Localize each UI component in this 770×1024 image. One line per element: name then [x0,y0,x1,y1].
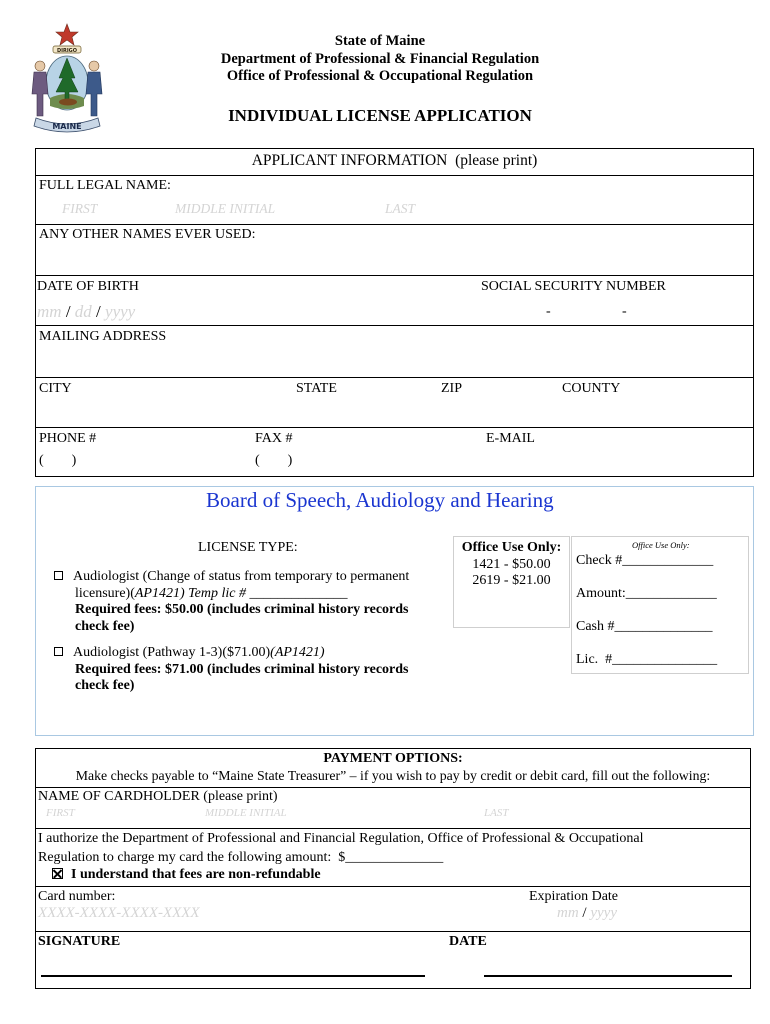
cardholder-last-field[interactable]: LAST [484,807,509,819]
option-2-fee: Required fees: $71.00 (includes criminal history records [75,661,409,677]
card-number-label: Card number: [38,889,116,904]
seal-bottom-text: MAINE [52,122,82,131]
payment-instructions: Make checks payable to “Maine State Treasurer” – if you wish to pay by credit or debit card, fill out the following: [75,768,711,783]
checkbox-option-1[interactable] [54,571,63,580]
amount-field[interactable]: Amount:_____________ [576,586,717,601]
county-label: COUNTY [562,381,621,396]
dob-month: mm [37,302,62,321]
cardholder-first-field[interactable]: FIRST [46,807,75,819]
option-1-fee: Required fees: $50.00 (includes criminal history records [75,602,409,617]
divider [35,931,751,932]
date-line[interactable] [484,975,732,977]
ssn-dash-2[interactable]: - [622,304,627,319]
divider [35,175,754,176]
option-2-fee-b: check fee) [75,678,135,693]
option-2-text: Audiologist (Pathway 1-3)($71.00) [73,645,271,660]
payment-title: PAYMENT OPTIONS: [323,751,463,766]
first-name-field[interactable]: FIRST [62,201,98,216]
check-number-field[interactable]: Check #_____________ [576,553,714,568]
office-fee-2: 2619 - $21.00 [472,573,551,588]
divider [35,275,754,276]
header-office: Office of Professional & Occupational Regulation [226,68,534,84]
option-2-code: (AP1421) [270,645,325,660]
exp-month: mm [557,905,579,921]
cash-number-field[interactable]: Cash #______________ [576,619,713,634]
ssn-label: SOCIAL SECURITY NUMBER [481,279,666,294]
exp-year: yyyy [590,905,617,921]
nonrefundable-acknowledgement[interactable] [52,867,321,883]
cardholder-label: NAME OF CARDHOLDER (please print) [38,789,278,804]
phone-label: PHONE # [39,431,97,446]
divider [35,427,754,428]
divider [35,325,754,326]
authorize-amount-field[interactable]: Regulation to charge my card the following amount: $______________ [38,850,444,865]
middle-initial-field[interactable]: MIDDLE INITIAL [175,201,276,216]
board-title: Board of Speech, Audiology and Hearing [206,488,554,512]
dob-label: DATE OF BIRTH [37,279,139,294]
dob-slash: / [65,302,71,321]
other-names-label: ANY OTHER NAMES EVER USED: [39,227,256,242]
option-1-temp-lic: AP1421) Temp lic # [134,585,246,601]
dob-day: dd [74,302,92,321]
exp-slash: / [582,905,587,921]
fax-field[interactable]: ( ) [255,453,293,468]
mailing-address-label: MAILING ADDRESS [39,329,167,344]
license-option-1[interactable] [54,569,409,635]
state-label: STATE [296,381,337,396]
expiration-label: Expiration Date [529,889,619,904]
divider [35,886,751,887]
checkbox-option-2[interactable] [54,647,63,656]
divider [35,224,754,225]
dob-field[interactable] [37,302,135,322]
divider [35,787,751,788]
signature-line[interactable] [41,975,425,977]
authorize-text-1: I authorize the Department of Professional and Financial Regulation, Office of Professional & Occupational [38,831,644,846]
last-name-field[interactable]: LAST [385,201,416,216]
divider [35,828,751,829]
option-1-text-b: licensure)( [75,585,135,601]
temp-lic-field[interactable]: ______________ [249,585,348,601]
header-block [130,33,630,86]
license-number-field[interactable]: Lic. #_______________ [576,652,718,667]
license-type-label: LICENSE TYPE: [198,540,298,555]
office-use-small-label: Office Use Only: [632,540,690,550]
license-option-2[interactable] [54,645,409,695]
signature-label: SIGNATURE [38,934,121,949]
dob-year: yyyy [105,302,136,321]
state-seal [28,20,106,138]
phone-field[interactable]: ( ) [39,453,77,468]
applicant-section-title: APPLICANT INFORMATION (please print) [251,152,538,169]
expiration-field[interactable] [557,905,617,922]
nonrefundable-text: I understand that fees are non-refundable [71,867,321,882]
cardholder-middle-field[interactable]: MIDDLE INITIAL [205,807,287,819]
page-title: INDIVIDUAL LICENSE APPLICATION [228,106,532,125]
date-label: DATE [449,934,487,949]
header-state: State of Maine [334,33,426,49]
card-number-field[interactable]: XXXX-XXXX-XXXX-XXXX [38,905,200,921]
email-label: E-MAIL [486,431,535,446]
office-use-title: Office Use Only: [461,540,562,555]
header-department: Department of Professional & Financial Regulation [220,50,540,67]
seal-top-text: DIRIGO [56,47,78,54]
seal-icon [28,20,106,138]
option-1-text: Audiologist (Change of status from temporary to permanent [73,569,410,584]
divider [35,377,754,378]
office-fee-1: 1421 - $50.00 [472,557,551,572]
ssn-dash-1[interactable]: - [546,304,551,319]
zip-label: ZIP [441,381,462,396]
dob-slash: / [96,302,101,321]
option-1-fee-b: check fee) [75,618,135,634]
full-legal-name-label: FULL LEGAL NAME: [39,178,171,193]
checked-checkbox-icon[interactable] [52,868,63,879]
fax-label: FAX # [255,431,293,446]
city-label: CITY [39,381,72,396]
